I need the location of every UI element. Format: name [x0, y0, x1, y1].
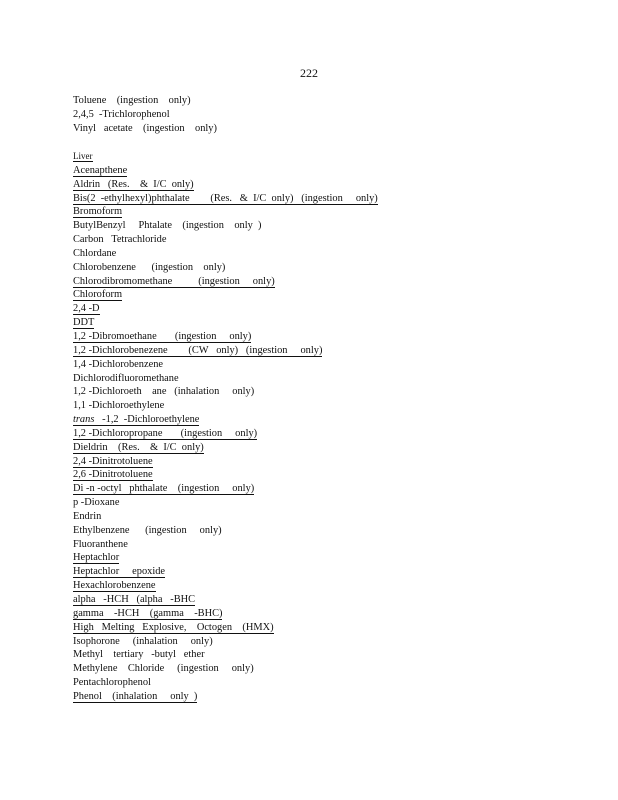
list-item-text: Chloroform	[73, 289, 123, 301]
list-item-text: Toluene (ingestion only)	[73, 95, 191, 106]
list-item-text: Endrin	[73, 510, 102, 522]
list-item	[73, 496, 378, 510]
list-item	[73, 219, 378, 233]
list-item	[73, 648, 378, 662]
list-item	[73, 372, 378, 386]
list-item-text: Carbon Tetrachloride	[73, 234, 167, 246]
list-item-text: p -Dioxane	[73, 497, 120, 509]
list-item-text: Dichlorodifluoromethane	[73, 372, 179, 384]
list-item-text: Chlorodibromomethane (ingestion only)	[73, 275, 275, 287]
list-item	[73, 441, 378, 455]
list-item	[73, 178, 378, 192]
list-item-text: 2,4 -Dinitrotoluene	[73, 455, 153, 467]
list-item-text: Di -n -octyl phthalate (ingestion only)	[73, 483, 255, 495]
list-item-text: 1,4 -Dichlorobenzene	[73, 358, 164, 370]
list-item	[73, 385, 378, 399]
list-item	[73, 579, 378, 593]
list-item-text: 1,1 -Dichloroethylene	[73, 400, 165, 412]
list-item	[73, 344, 378, 358]
list-item	[73, 551, 378, 565]
list-item-text: Ethylbenzene (ingestion only)	[73, 524, 222, 536]
list-item	[73, 621, 378, 635]
list-item	[73, 233, 378, 247]
list-item	[73, 122, 217, 136]
liver-list	[73, 164, 378, 704]
list-item	[73, 358, 378, 372]
list-item	[73, 510, 378, 524]
list-item-text: Bis(2 -ethylhexyl)phthalate (Res. & I/C only) (ingestion only)	[73, 192, 378, 204]
list-item-text: High Melting Explosive, Octogen (HMX)	[73, 621, 274, 633]
list-item-text: 2,6 -Dinitrotoluene	[73, 469, 153, 481]
list-item-text: Chlorobenzene (ingestion only)	[73, 261, 226, 273]
list-item-text: ButylBenzyl Phtalate (ingestion only )	[73, 220, 262, 232]
list-item-text: Pentachlorophenol	[73, 677, 151, 689]
list-item-text: 1,2 -Dibromoethane (ingestion only)	[73, 330, 252, 342]
list-item	[73, 192, 378, 206]
list-item-text: Hexachlorobenzene	[73, 580, 156, 592]
list-item-text: Heptachlor	[73, 552, 120, 564]
list-item-text: Vinyl acetate (ingestion only)	[73, 122, 217, 134]
list-item-text: Dieldrin (Res. & I/C only)	[73, 441, 204, 453]
list-item	[73, 247, 378, 261]
list-item-text: Bromoform	[73, 206, 123, 218]
list-item	[73, 302, 378, 316]
list-item-text: 2,4,5 -Trichlorophenol	[73, 108, 170, 120]
list-item-text: alpha -HCH (alpha -BHC	[73, 594, 196, 605]
list-item-text: Fluoranthene	[73, 538, 128, 550]
list-item	[73, 455, 378, 469]
list-item	[73, 565, 378, 579]
list-item-text: 2,4 -D	[73, 303, 100, 315]
list-item	[73, 275, 378, 289]
list-item	[73, 164, 378, 178]
list-item	[73, 538, 378, 552]
list-item-text: Acenapthene	[73, 164, 128, 176]
list-item-text: trans -1,2 -Dichloroethylene	[73, 414, 200, 426]
list-item-text: 1,2 -Dichloropropane (ingestion only)	[73, 427, 258, 439]
list-item	[73, 399, 378, 413]
list-item-text: 1,2 -Dichloroeth ane (inhalation only)	[73, 386, 255, 398]
list-item	[73, 205, 378, 219]
list-item	[73, 468, 378, 482]
list-item-text: 1,2 -Dichlorobenezene (CW only) (ingestion only)	[73, 344, 323, 356]
list-item	[73, 676, 378, 690]
list-item-text: Methylene Chloride (ingestion only)	[73, 663, 254, 675]
list-item-text: Phenol (inhalation only )	[73, 690, 198, 702]
liver-section	[73, 150, 378, 704]
list-item	[73, 261, 378, 275]
list-item	[73, 330, 378, 344]
list-item	[73, 427, 378, 441]
list-item	[73, 593, 378, 607]
list-item	[73, 690, 378, 704]
list-item-text: gamma -HCH (gamma -BHC)	[73, 607, 223, 619]
list-item-text: Isophorone (inhalation only)	[73, 635, 213, 647]
page-number: 222	[300, 66, 318, 80]
list-item	[73, 413, 378, 427]
list-item	[73, 662, 378, 676]
list-item	[73, 607, 378, 621]
list-item	[73, 482, 378, 496]
list-item-text: Chlordane	[73, 247, 117, 259]
list-item	[73, 635, 378, 649]
list-item-text: DDT	[73, 317, 95, 329]
list-item	[73, 316, 378, 330]
list-item	[73, 94, 217, 108]
intro-list	[73, 94, 217, 136]
list-item	[73, 288, 378, 302]
list-item-text: Aldrin (Res. & I/C only)	[73, 178, 194, 190]
list-item-text: Methyl tertiary -butyl ether	[73, 649, 205, 661]
list-item	[73, 108, 217, 122]
list-item	[73, 524, 378, 538]
liver-heading: Liver	[73, 151, 93, 161]
list-item-text: Heptachlor epoxide	[73, 566, 166, 578]
